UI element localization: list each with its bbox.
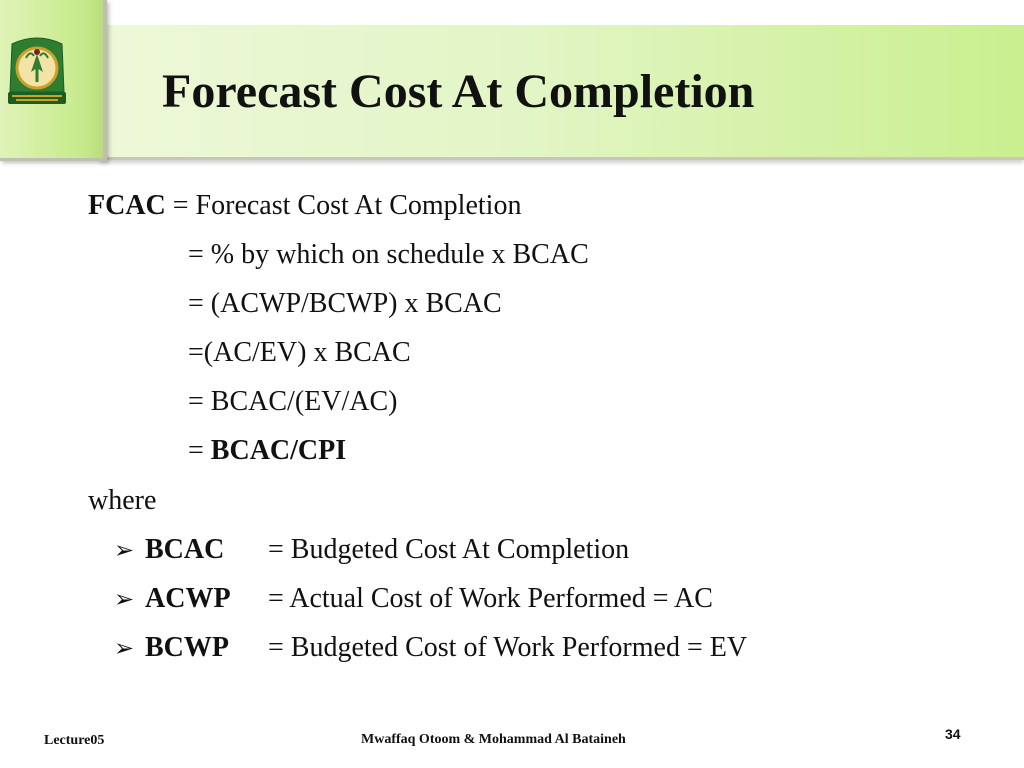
bullet-definition: = Actual Cost of Work Performed = AC (268, 583, 713, 614)
slide-title: Forecast Cost At Completion (162, 65, 755, 118)
bullet-term: BCWP (145, 632, 229, 663)
arrow-bullet-icon: ➢ (114, 636, 135, 662)
bullet-item-bcwp (114, 634, 874, 664)
arrow-bullet-icon: ➢ (114, 587, 135, 613)
bullet-term: BCAC (145, 534, 225, 565)
equation-line-2: = (ACWP/BCWP) x BCAC (188, 288, 502, 319)
equation-line-3: =(AC/EV) x BCAC (188, 337, 411, 368)
fcac-definition: = Forecast Cost At Completion (172, 190, 522, 221)
bullet-item-acwp (114, 585, 834, 615)
equation-line-1: = % by which on schedule x BCAC (188, 239, 589, 270)
arrow-bullet-icon: ➢ (114, 538, 135, 564)
fcac-definition-line (88, 192, 521, 220)
equation-5-result: BCAC/CPI (210, 435, 347, 466)
equation-line-4: = BCAC/(EV/AC) (188, 386, 398, 417)
equation-5-prefix: = (188, 435, 204, 466)
bullet-item-bcac (114, 536, 814, 566)
equation-line-5 (188, 437, 346, 465)
bullet-definition: = Budgeted Cost of Work Performed = EV (268, 632, 748, 663)
fcac-term: FCAC (88, 190, 166, 221)
university-logo-icon (4, 34, 70, 112)
footer-authors: Mwaffaq Otoom & Mohammad Al Bataineh (361, 732, 626, 747)
bullet-definition: = Budgeted Cost At Completion (268, 534, 630, 565)
page-number: 34 (945, 726, 961, 742)
bullet-term: ACWP (145, 583, 231, 614)
footer-lecture-label: Lecture05 (44, 733, 105, 748)
where-label: where (88, 485, 157, 516)
logo-tab (0, 0, 107, 161)
